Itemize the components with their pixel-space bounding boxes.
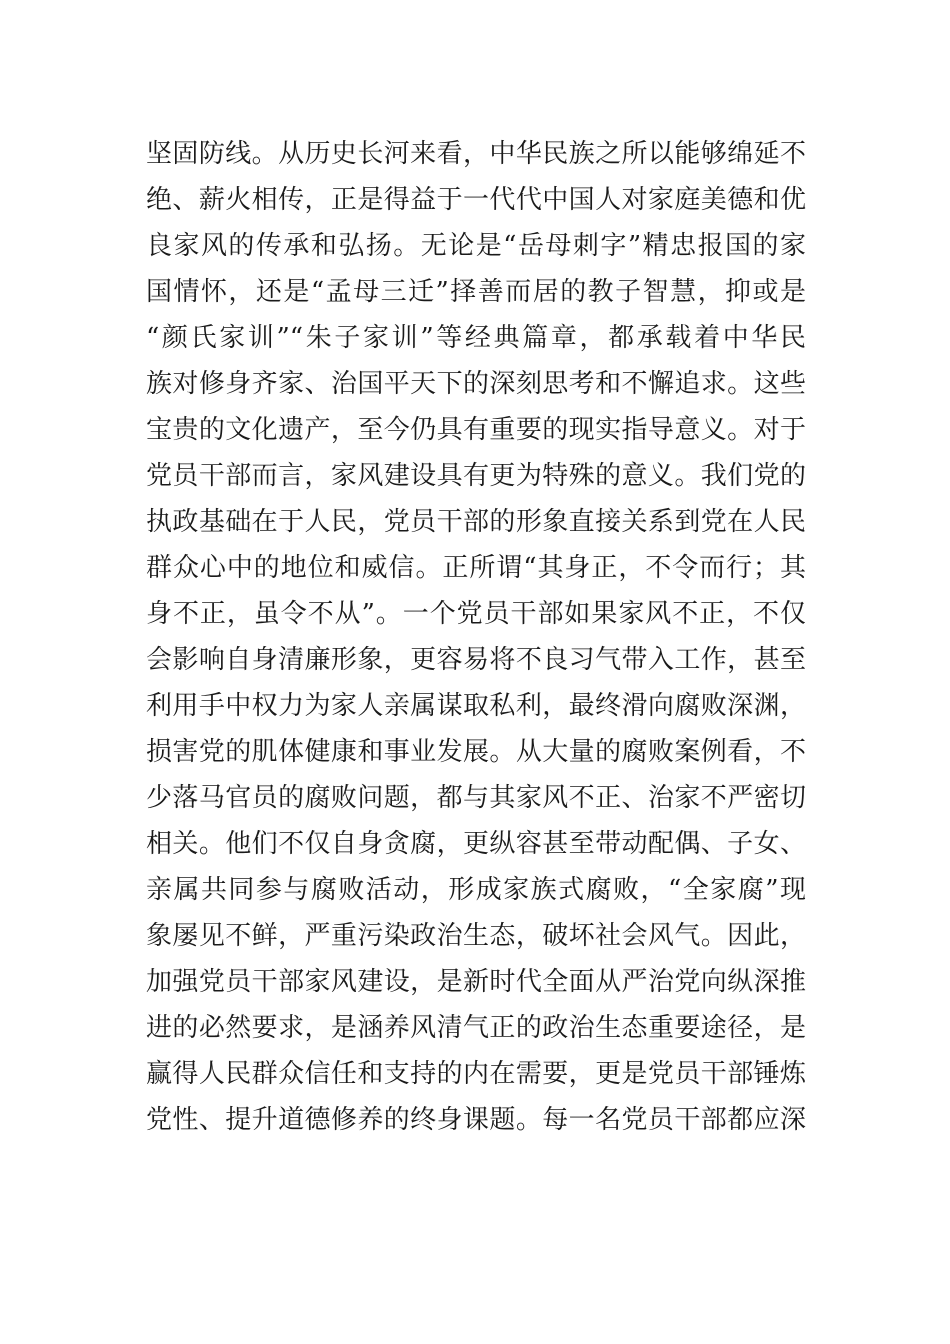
text-line: 国情怀，还是“孟母三迁”择善而居的教子智慧，抑或是 (146, 277, 806, 307)
text-line: 会影响自身清廉形象，更容易将不良习气带入工作，甚至 (146, 645, 806, 675)
text-line: 良家风的传承和弘扬。无论是“岳母刺字”精忠报国的家 (146, 231, 806, 261)
text-line: 党性、提升道德修养的终身课题。每一名党员干部都应深 (146, 1105, 806, 1135)
text-line: 进的必然要求，是涵养风清气正的政治生态重要途径，是 (146, 1013, 806, 1043)
body-text (146, 131, 806, 1143)
text-line: 身不正，虽令不从”。一个党员干部如果家风不正，不仅 (146, 599, 806, 629)
text-line: 群众心中的地位和威信。正所谓“其身正，不令而行；其 (146, 553, 806, 583)
text-line: “颜氏家训”“朱子家训”等经典篇章，都承载着中华民 (146, 323, 806, 353)
text-line: 坚固防线。从历史长河来看，中华民族之所以能够绵延不 (146, 139, 806, 169)
text-line: 赢得人民群众信任和支持的内在需要，更是党员干部锤炼 (146, 1059, 806, 1089)
text-line: 少落马官员的腐败问题，都与其家风不正、治家不严密切 (146, 783, 806, 813)
text-line: 绝、薪火相传，正是得益于一代代中国人对家庭美德和优 (146, 185, 806, 215)
text-line: 相关。他们不仅自身贪腐，更纵容甚至带动配偶、子女、 (146, 829, 806, 859)
text-line: 执政基础在于人民，党员干部的形象直接关系到党在人民 (146, 507, 806, 537)
text-line: 宝贵的文化遗产，至今仍具有重要的现实指导意义。对于 (146, 415, 806, 445)
text-line: 加强党员干部家风建设，是新时代全面从严治党向纵深推 (146, 967, 806, 997)
text-line: 亲属共同参与腐败活动，形成家族式腐败，“全家腐”现 (146, 875, 806, 905)
text-line: 象屡见不鲜，严重污染政治生态，破坏社会风气。因此， (146, 921, 806, 951)
text-line: 损害党的肌体健康和事业发展。从大量的腐败案例看，不 (146, 737, 806, 767)
text-line: 族对修身齐家、治国平天下的深刻思考和不懈追求。这些 (146, 369, 806, 399)
text-line: 利用手中权力为家人亲属谋取私利，最终滑向腐败深渊， (146, 691, 806, 721)
text-line: 党员干部而言，家风建设具有更为特殊的意义。我们党的 (146, 461, 806, 491)
